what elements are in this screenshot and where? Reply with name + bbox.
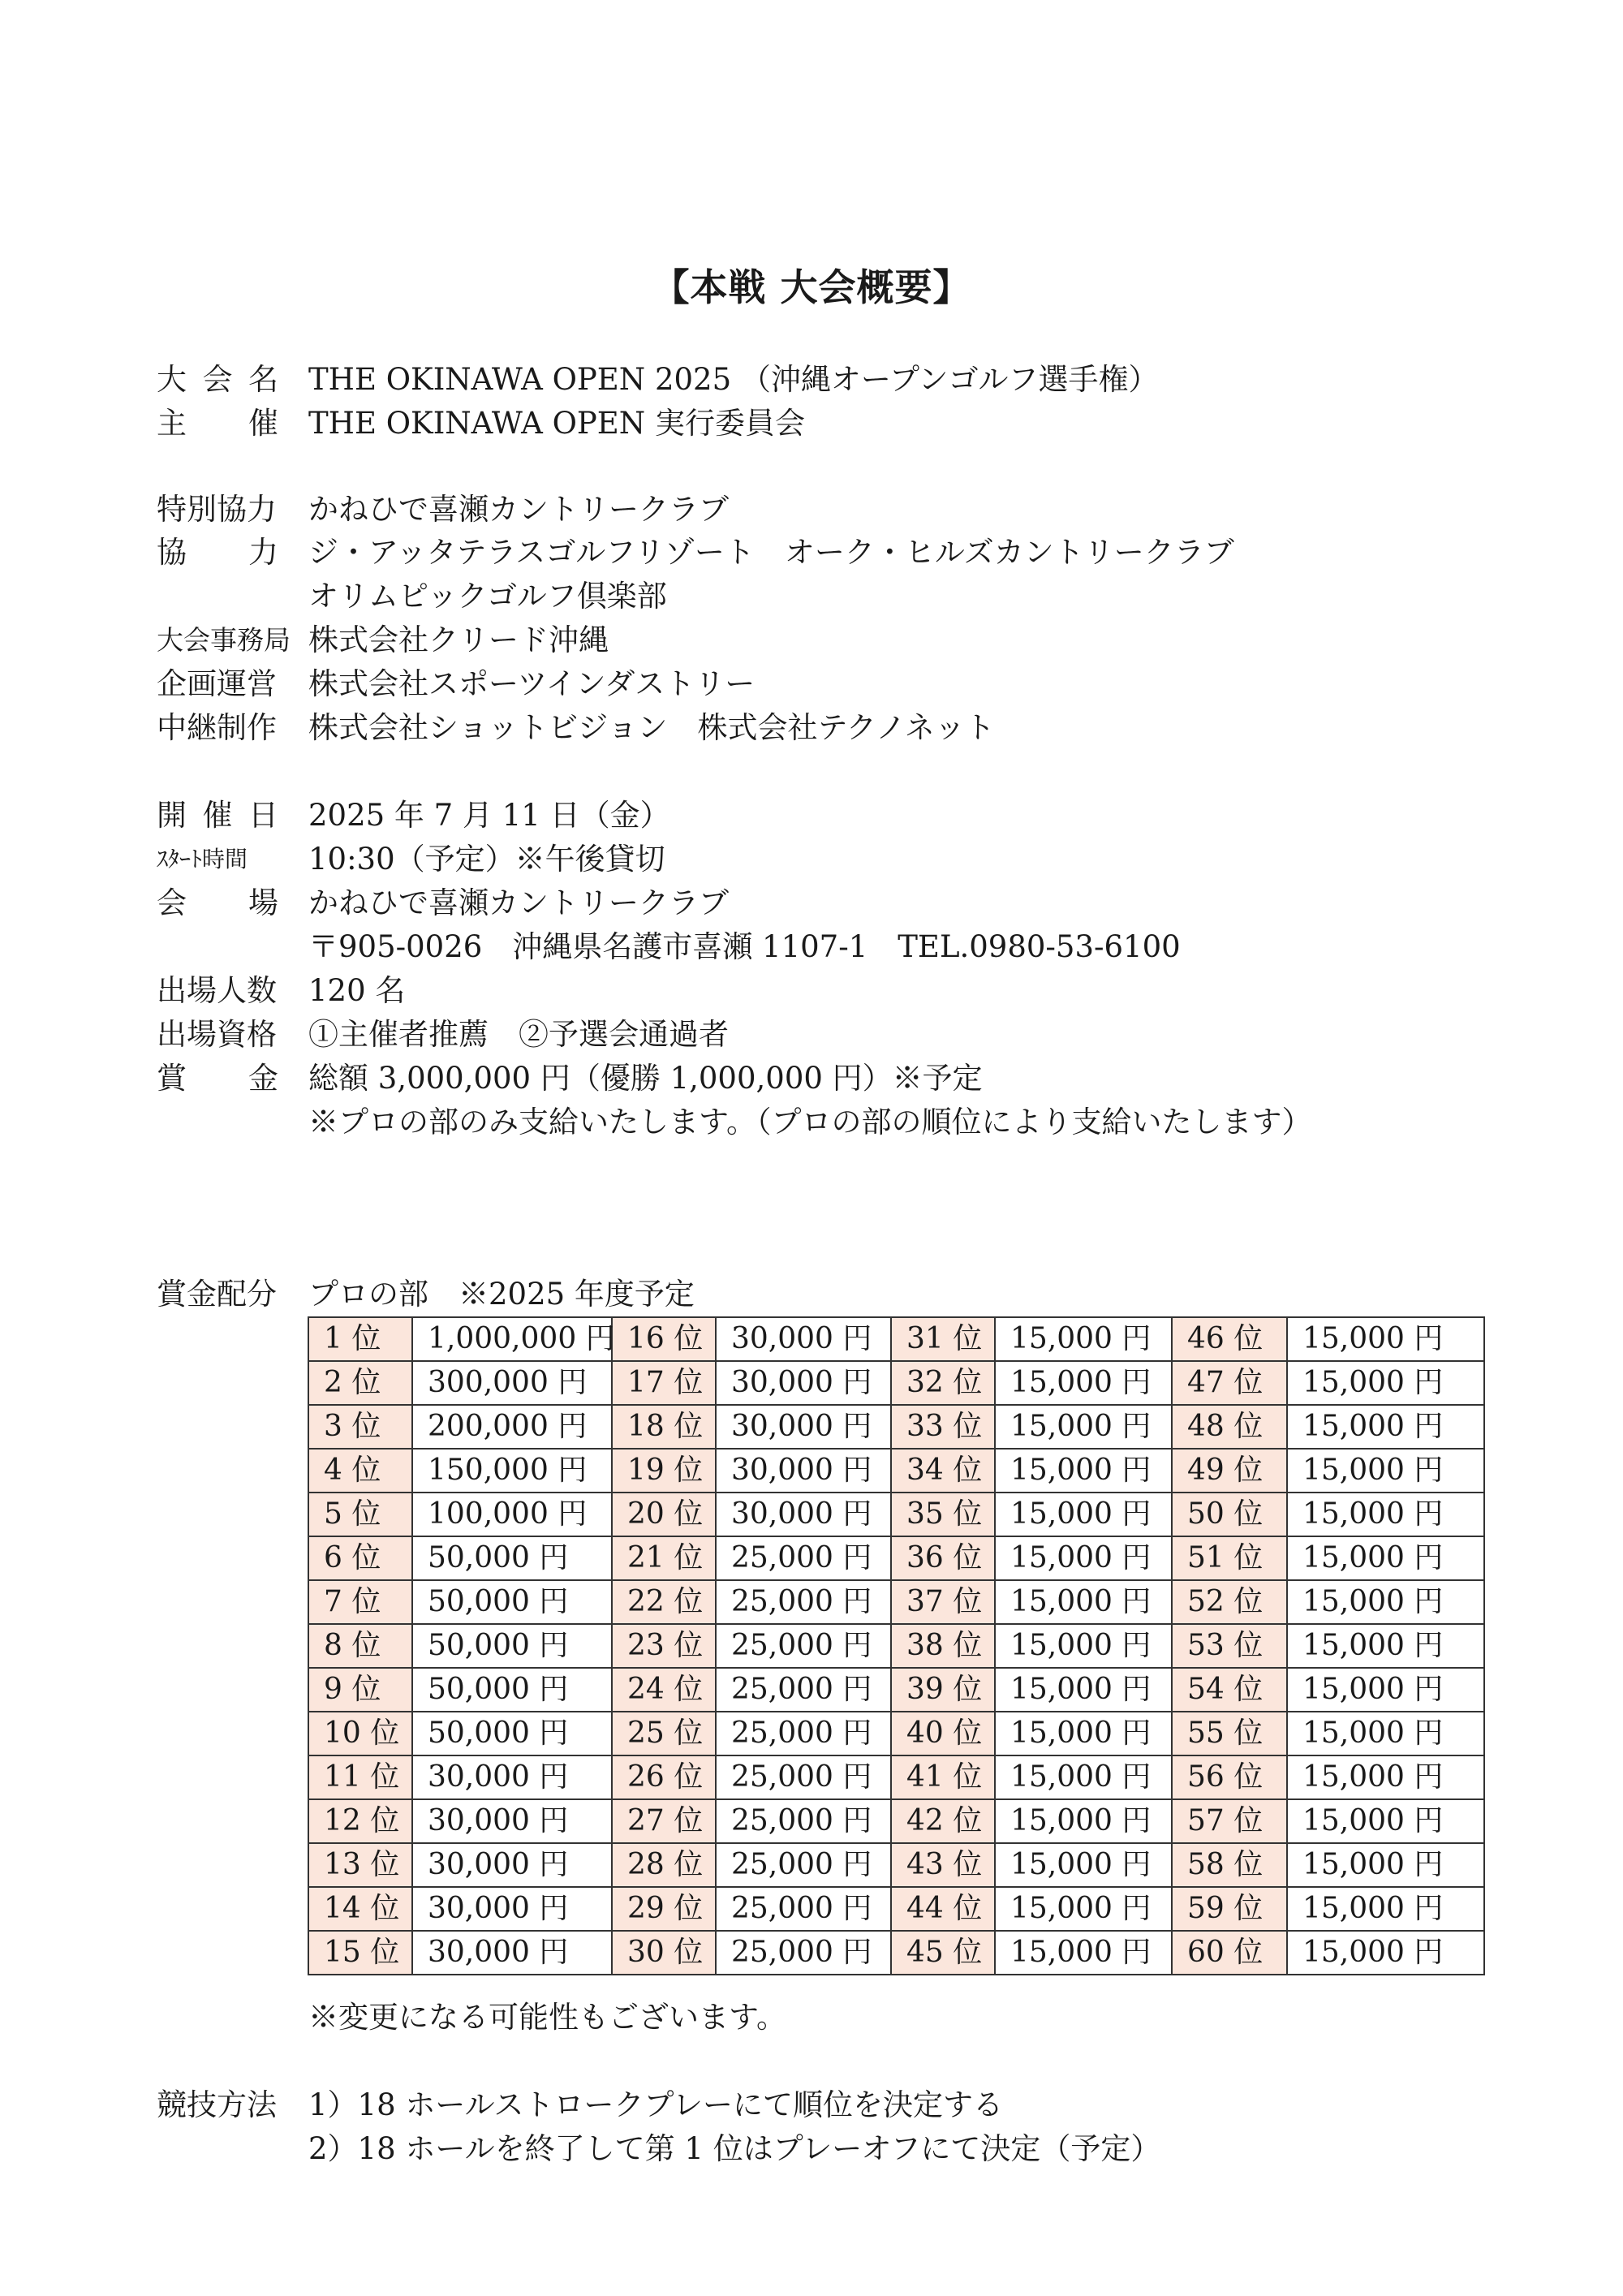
label-prize-money: 賞 金 xyxy=(157,1061,278,1096)
amount-cell: 15,000 円 xyxy=(995,1887,1172,1931)
label-special-support: 特別協力 xyxy=(157,492,277,527)
amount-cell: 15,000 円 xyxy=(995,1755,1172,1799)
rank-cell: 1 位 xyxy=(308,1317,412,1361)
rank-cell: 31 位 xyxy=(891,1317,995,1361)
amount-cell: 15,000 円 xyxy=(1287,1317,1484,1361)
rank-cell: 43 位 xyxy=(891,1843,995,1887)
rank-cell: 48 位 xyxy=(1172,1405,1287,1449)
amount-cell: 30,000 円 xyxy=(716,1449,891,1493)
table-row xyxy=(308,1624,1484,1668)
amount-cell: 15,000 円 xyxy=(995,1712,1172,1755)
amount-cell: 15,000 円 xyxy=(1287,1843,1484,1887)
rank-cell: 33 位 xyxy=(891,1405,995,1449)
amount-cell: 1,000,000 円 xyxy=(412,1317,612,1361)
amount-cell: 50,000 円 xyxy=(412,1712,612,1755)
amount-cell: 15,000 円 xyxy=(1287,1931,1484,1975)
amount-cell: 15,000 円 xyxy=(995,1931,1172,1975)
rank-cell: 55 位 xyxy=(1172,1712,1287,1755)
table-row xyxy=(308,1449,1484,1493)
amount-cell: 25,000 円 xyxy=(716,1931,891,1975)
rank-cell: 5 位 xyxy=(308,1493,412,1536)
rank-cell: 39 位 xyxy=(891,1668,995,1712)
amount-cell: 30,000 円 xyxy=(716,1493,891,1536)
amount-cell: 15,000 円 xyxy=(995,1405,1172,1449)
label-event-name: 大 会 名 xyxy=(157,362,278,397)
rank-cell: 50 位 xyxy=(1172,1493,1287,1536)
rank-cell: 11 位 xyxy=(308,1755,412,1799)
table-row xyxy=(308,1317,1484,1361)
rank-cell: 20 位 xyxy=(612,1493,716,1536)
table-row xyxy=(308,1931,1484,1975)
amount-cell: 30,000 円 xyxy=(412,1887,612,1931)
rank-cell: 44 位 xyxy=(891,1887,995,1931)
rank-cell: 18 位 xyxy=(612,1405,716,1449)
table-row xyxy=(308,1887,1484,1931)
rank-cell: 46 位 xyxy=(1172,1317,1287,1361)
rank-cell: 4 位 xyxy=(308,1449,412,1493)
label-support: 協 力 xyxy=(157,535,278,570)
amount-cell: 15,000 円 xyxy=(995,1843,1172,1887)
amount-cell: 25,000 円 xyxy=(716,1668,891,1712)
method-item: 2）18 ホールを終了して第 1 位はプレーオフにて決定（予定） xyxy=(308,2131,1161,2166)
rank-cell: 42 位 xyxy=(891,1799,995,1843)
amount-cell: 30,000 円 xyxy=(412,1799,612,1843)
rank-cell: 15 位 xyxy=(308,1931,412,1975)
value-broadcast: 株式会社ショットビジョン 株式会社テクノネット xyxy=(308,710,995,745)
rank-cell: 41 位 xyxy=(891,1755,995,1799)
prize-table xyxy=(308,1316,1485,1975)
amount-cell: 15,000 円 xyxy=(1287,1887,1484,1931)
rank-cell: 52 位 xyxy=(1172,1580,1287,1624)
rank-cell: 19 位 xyxy=(612,1449,716,1493)
rank-cell: 54 位 xyxy=(1172,1668,1287,1712)
prize-heading: プロの部 ※2025 年度予定 xyxy=(308,1277,695,1312)
amount-cell: 15,000 円 xyxy=(995,1317,1172,1361)
table-row xyxy=(308,1405,1484,1449)
table-row xyxy=(308,1799,1484,1843)
value-prize-note: ※プロの部のみ支給いたします。（プロの部の順位により支給いたします） xyxy=(308,1105,1312,1139)
amount-cell: 15,000 円 xyxy=(1287,1668,1484,1712)
table-row xyxy=(308,1668,1484,1712)
rank-cell: 37 位 xyxy=(891,1580,995,1624)
label-secretariat: 大会事務局 xyxy=(157,624,291,656)
value-participants: 120 名 xyxy=(308,973,406,1008)
rank-cell: 38 位 xyxy=(891,1624,995,1668)
rank-cell: 26 位 xyxy=(612,1755,716,1799)
amount-cell: 25,000 円 xyxy=(716,1536,891,1580)
amount-cell: 30,000 円 xyxy=(412,1755,612,1799)
label-method: 競技方法 xyxy=(157,2087,277,2122)
rank-cell: 14 位 xyxy=(308,1887,412,1931)
rank-cell: 35 位 xyxy=(891,1493,995,1536)
amount-cell: 15,000 円 xyxy=(1287,1799,1484,1843)
rank-cell: 24 位 xyxy=(612,1668,716,1712)
value-secretariat: 株式会社クリード沖縄 xyxy=(308,622,609,657)
rank-cell: 8 位 xyxy=(308,1624,412,1668)
rank-cell: 28 位 xyxy=(612,1843,716,1887)
amount-cell: 25,000 円 xyxy=(716,1580,891,1624)
value-date: 2025 年 7 月 11 日（金） xyxy=(308,798,670,833)
amount-cell: 25,000 円 xyxy=(716,1887,891,1931)
rank-cell: 59 位 xyxy=(1172,1887,1287,1931)
value-prize-money: 総額 3,000,000 円（優勝 1,000,000 円）※予定 xyxy=(308,1061,983,1096)
value-venue: かねひで喜瀬カントリークラブ xyxy=(308,885,729,920)
label-eligibility: 出場資格 xyxy=(157,1017,277,1052)
label-broadcast: 中継制作 xyxy=(157,710,277,745)
rank-cell: 6 位 xyxy=(308,1536,412,1580)
amount-cell: 15,000 円 xyxy=(995,1580,1172,1624)
rank-cell: 25 位 xyxy=(612,1712,716,1755)
amount-cell: 300,000 円 xyxy=(412,1361,612,1405)
table-row xyxy=(308,1361,1484,1405)
value-eligibility: ①主催者推薦 ②予選会通過者 xyxy=(308,1017,729,1052)
method-item: 1）18 ホールストロークプレーにて順位を決定する xyxy=(308,2087,1004,2122)
table-row xyxy=(308,1843,1484,1887)
value-event-name: THE OKINAWA OPEN 2025 （沖縄オープンゴルフ選手権） xyxy=(308,362,1159,397)
amount-cell: 30,000 円 xyxy=(716,1317,891,1361)
value-special-support: かねひで喜瀬カントリークラブ xyxy=(308,492,729,527)
rank-cell: 57 位 xyxy=(1172,1799,1287,1843)
rank-cell: 3 位 xyxy=(308,1405,412,1449)
label-start-time: ｽﾀｰﾄ時間 xyxy=(157,846,248,872)
amount-cell: 25,000 円 xyxy=(716,1799,891,1843)
label-participants: 出場人数 xyxy=(157,973,277,1008)
rank-cell: 34 位 xyxy=(891,1449,995,1493)
rank-cell: 13 位 xyxy=(308,1843,412,1887)
amount-cell: 15,000 円 xyxy=(995,1668,1172,1712)
rank-cell: 9 位 xyxy=(308,1668,412,1712)
rank-cell: 7 位 xyxy=(308,1580,412,1624)
amount-cell: 15,000 円 xyxy=(1287,1755,1484,1799)
amount-cell: 50,000 円 xyxy=(412,1668,612,1712)
amount-cell: 30,000 円 xyxy=(412,1843,612,1887)
value-planning: 株式会社スポーツインダストリー xyxy=(308,666,756,701)
amount-cell: 15,000 円 xyxy=(1287,1580,1484,1624)
amount-cell: 50,000 円 xyxy=(412,1536,612,1580)
amount-cell: 15,000 円 xyxy=(995,1624,1172,1668)
table-row xyxy=(308,1712,1484,1755)
rank-cell: 56 位 xyxy=(1172,1755,1287,1799)
amount-cell: 25,000 円 xyxy=(716,1843,891,1887)
label-organizer: 主 催 xyxy=(157,406,278,441)
amount-cell: 15,000 円 xyxy=(1287,1361,1484,1405)
amount-cell: 15,000 円 xyxy=(1287,1624,1484,1668)
table-row xyxy=(308,1493,1484,1536)
prize-note: ※変更になる可能性もございます。 xyxy=(308,2000,787,2035)
amount-cell: 15,000 円 xyxy=(995,1449,1172,1493)
amount-cell: 15,000 円 xyxy=(995,1493,1172,1536)
rank-cell: 53 位 xyxy=(1172,1624,1287,1668)
amount-cell: 15,000 円 xyxy=(1287,1536,1484,1580)
rank-cell: 58 位 xyxy=(1172,1843,1287,1887)
amount-cell: 15,000 円 xyxy=(995,1536,1172,1580)
amount-cell: 50,000 円 xyxy=(412,1580,612,1624)
amount-cell: 30,000 円 xyxy=(716,1361,891,1405)
rank-cell: 27 位 xyxy=(612,1799,716,1843)
table-row xyxy=(308,1755,1484,1799)
amount-cell: 15,000 円 xyxy=(1287,1449,1484,1493)
value-start-time: 10:30（予定）※午後貸切 xyxy=(308,842,665,877)
rank-cell: 60 位 xyxy=(1172,1931,1287,1975)
amount-cell: 30,000 円 xyxy=(716,1405,891,1449)
page-title: 【本戦 大会概要】 xyxy=(652,265,971,309)
rank-cell: 23 位 xyxy=(612,1624,716,1668)
amount-cell: 15,000 円 xyxy=(1287,1712,1484,1755)
label-date: 開 催 日 xyxy=(157,798,278,833)
table-row xyxy=(308,1536,1484,1580)
rank-cell: 21 位 xyxy=(612,1536,716,1580)
amount-cell: 15,000 円 xyxy=(995,1799,1172,1843)
amount-cell: 15,000 円 xyxy=(995,1361,1172,1405)
rank-cell: 45 位 xyxy=(891,1931,995,1975)
rank-cell: 49 位 xyxy=(1172,1449,1287,1493)
rank-cell: 16 位 xyxy=(612,1317,716,1361)
rank-cell: 22 位 xyxy=(612,1580,716,1624)
amount-cell: 150,000 円 xyxy=(412,1449,612,1493)
table-row xyxy=(308,1580,1484,1624)
rank-cell: 36 位 xyxy=(891,1536,995,1580)
label-planning: 企画運営 xyxy=(157,666,277,701)
amount-cell: 100,000 円 xyxy=(412,1493,612,1536)
rank-cell: 29 位 xyxy=(612,1887,716,1931)
amount-cell: 25,000 円 xyxy=(716,1624,891,1668)
rank-cell: 30 位 xyxy=(612,1931,716,1975)
rank-cell: 2 位 xyxy=(308,1361,412,1405)
rank-cell: 12 位 xyxy=(308,1799,412,1843)
rank-cell: 47 位 xyxy=(1172,1361,1287,1405)
amount-cell: 15,000 円 xyxy=(1287,1493,1484,1536)
value-organizer: THE OKINAWA OPEN 実行委員会 xyxy=(308,406,805,441)
amount-cell: 200,000 円 xyxy=(412,1405,612,1449)
rank-cell: 51 位 xyxy=(1172,1536,1287,1580)
rank-cell: 40 位 xyxy=(891,1712,995,1755)
rank-cell: 32 位 xyxy=(891,1361,995,1405)
amount-cell: 30,000 円 xyxy=(412,1931,612,1975)
prize-table-body xyxy=(308,1317,1484,1975)
rank-cell: 17 位 xyxy=(612,1361,716,1405)
value-support-cont: オリムピックゴルフ倶楽部 xyxy=(308,579,667,614)
amount-cell: 15,000 円 xyxy=(1287,1405,1484,1449)
value-support: ジ・アッタテラスゴルフリゾート オーク・ヒルズカントリークラブ xyxy=(308,535,1234,570)
value-venue-address: 〒905-0026 沖縄県名護市喜瀬 1107-1 TEL.0980-53-6100 xyxy=(308,929,1181,964)
label-venue: 会 場 xyxy=(157,885,278,920)
amount-cell: 25,000 円 xyxy=(716,1712,891,1755)
rank-cell: 10 位 xyxy=(308,1712,412,1755)
label-prize-distribution: 賞金配分 xyxy=(157,1277,277,1312)
amount-cell: 50,000 円 xyxy=(412,1624,612,1668)
amount-cell: 25,000 円 xyxy=(716,1755,891,1799)
